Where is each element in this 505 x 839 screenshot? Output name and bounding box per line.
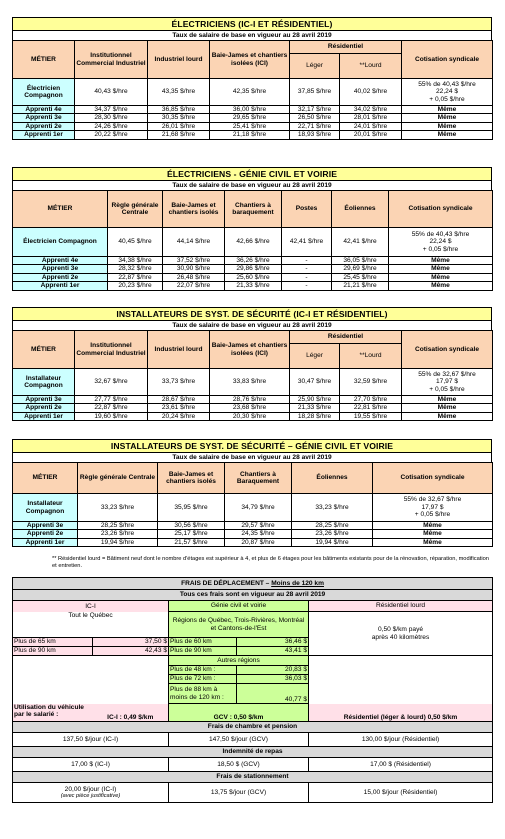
col-residentiel: Résidentiel: [290, 41, 402, 54]
cell: Même: [389, 273, 493, 281]
col-chantiers-baraquement: Chantiers à baraquement: [225, 191, 282, 228]
cell: Même: [402, 106, 493, 114]
cot-line: 22,24 $: [429, 238, 452, 246]
cell: -: [282, 257, 332, 265]
cell: 25,60 $/hre: [225, 273, 282, 281]
col-metier: MÉTIER: [13, 41, 75, 79]
cell: 33,23 $/hre: [78, 494, 158, 522]
cell: 34,79 $/hre: [225, 494, 292, 522]
col-ici: IC-I: [13, 601, 169, 612]
cell: -: [282, 282, 332, 290]
cell: 20,30 $/hre: [210, 412, 290, 420]
cell: 20,87 $/hre: [225, 538, 292, 546]
cell: 37,52 $/hre: [163, 257, 225, 265]
cell: 30,56 $/hre: [158, 522, 225, 530]
table-row: [13, 538, 493, 546]
cot-line: 55% de 32,67 $/hre: [418, 370, 476, 378]
col-cotisation: Cotisation syndicale: [402, 41, 493, 79]
row-label: Apprenti 2e: [13, 273, 108, 281]
frais-title-text: FRAIS DE DÉPLACEMENT –: [181, 579, 272, 587]
row-label: Installateur Compagnon: [13, 494, 78, 522]
chambre-ici: 137,50 $/jour (IC-I): [13, 733, 169, 747]
chambre-gcv: 147,50 $/jour (GCV): [169, 733, 309, 747]
cell: 22,07 $/hre: [163, 282, 225, 290]
vehicule-gcv: GCV : 0,50 $/km: [169, 704, 309, 722]
cell: 26,01 $/hre: [148, 122, 210, 130]
frais-title-distance: Moins de 120 km: [271, 579, 324, 587]
cell: 23,61 $/hre: [148, 404, 210, 412]
cell: 30,35 $/hre: [148, 114, 210, 122]
stationnement-ici: [13, 783, 169, 803]
gcv-km-label: Plus de 60 km: [169, 638, 237, 647]
cell: 34,38 $/hre: [108, 257, 163, 265]
row-label: Apprenti 3e: [13, 522, 78, 530]
repas-title: Indemnité de repas: [13, 747, 493, 758]
table-subtitle: Taux de salaire de base en vigueur au 28 avril 2019: [12, 321, 492, 330]
col-metier: MÉTIER: [13, 463, 78, 494]
gcv-km-value: 43,41 $: [237, 647, 309, 656]
cell: 25,45 $/hre: [332, 273, 389, 281]
cot-line: + 0,05 $/hre: [414, 511, 451, 519]
cell: 20,22 $/hre: [75, 131, 148, 139]
gcv-autres-label: Plus de 72 km :: [169, 675, 237, 684]
cell: Même: [402, 396, 493, 404]
cell: 29,65 $/hre: [210, 114, 290, 122]
cotisation-cell: [373, 494, 493, 522]
vehicule-ici: IC-I : 0,49 $/km: [93, 704, 169, 722]
col-eoliennes: Éoliennes: [332, 191, 389, 228]
gcv-autres-value: 36,03 $: [237, 675, 309, 684]
col-gcv: Génie civil et voirie: [169, 601, 309, 612]
cell: 40,43 $/hre: [75, 79, 148, 106]
cell: 25,17 $/hre: [158, 530, 225, 538]
gcv-autres-regions: Autres régions: [169, 656, 309, 666]
ici-km-label: Plus de 90 km: [13, 647, 93, 656]
cell: 42,66 $/hre: [225, 228, 282, 257]
col-lourd: **Lourd: [340, 54, 402, 79]
table-installateurs-gcv: [12, 439, 492, 547]
ici-km-label: Plus de 65 km: [13, 638, 93, 647]
cell: 21,33 $/hre: [290, 404, 340, 412]
residentiel-kilometrage: [309, 612, 493, 656]
cot-line: + 0,05 $/hre: [422, 245, 459, 253]
cell: 25,90 $/hre: [290, 396, 340, 404]
row-label: Apprenti 1er: [13, 538, 78, 546]
res-text: 0,50 $/km payé: [377, 626, 424, 634]
cell: Même: [402, 122, 493, 130]
res-empty: [309, 656, 493, 704]
cell: -: [282, 265, 332, 273]
table-subtitle: Taux de salaire de base en vigueur au 28 avril 2019: [12, 453, 492, 462]
cot-line: 55% de 32,67 $/hre: [403, 496, 462, 504]
table-title: INSTALLATEURS DE SYST. DE SÉCURITÉ (IC-I ET RÉSIDENTIEL): [12, 307, 492, 321]
cot-line: 17,97 $: [421, 503, 444, 511]
footnote: ** Résidentiel lourd = Bâtiment neuf dont le nombre d'étages est supérieur à 4, et plus de 6 étages pour les bâtiments existants pour de la rénovation, réparation, modification et entretien.: [52, 556, 489, 569]
cell: 24,35 $/hre: [225, 530, 292, 538]
col-cotisation: Cotisation syndicale: [373, 463, 493, 494]
table-row: [13, 257, 493, 265]
cot-line: + 0,05 $/hre: [429, 95, 465, 103]
col-leger: Léger: [290, 54, 340, 79]
gcv-region: Régions de Québec, Trois-Rivières, Montréal et Cantons-de-l'Est: [169, 612, 309, 638]
cell: 26,50 $/hre: [290, 114, 340, 122]
cell: 36,26 $/hre: [225, 257, 282, 265]
col-postes: Postes: [282, 191, 332, 228]
col-regle-generale: Règle générale Centrale: [78, 463, 158, 494]
table-subtitle: Taux de salaire de base en vigueur au 28 avril 2019: [12, 31, 492, 40]
row-label: Installateur Compagnon: [13, 369, 75, 396]
gcv-autres-value: 40,77 $: [237, 684, 309, 704]
cell: 28,25 $/hre: [292, 522, 373, 530]
row-label: Apprenti 1er: [13, 131, 75, 139]
cell: 33,83 $/hre: [210, 369, 290, 396]
table-title: ÉLECTRICIENS - GÉNIE CIVIL ET VOIRIE: [12, 167, 492, 181]
table-row: [13, 369, 493, 396]
cell: 32,17 $/hre: [290, 106, 340, 114]
cell: 37,85 $/hre: [290, 79, 340, 106]
cell: 27,77 $/hre: [75, 396, 148, 404]
row-label: Apprenti 4e: [13, 106, 75, 114]
col-industriel: Industriel lourd: [148, 41, 210, 79]
gcv-autres-value: 20,83 $: [237, 666, 309, 675]
gcv-autres-label: Plus de 48 km :: [169, 666, 237, 675]
col-eoliennes: Éoliennes: [292, 463, 373, 494]
table-row: [13, 228, 493, 257]
cell: 29,69 $/hre: [332, 265, 389, 273]
cell: 25,41 $/hre: [210, 122, 290, 130]
col-baie-james: Baie-James et chantiers isolés: [163, 191, 225, 228]
cot-line: 55% de 40,43 $/hre: [411, 230, 470, 238]
col-residentiel-lourd: Résidentiel lourd: [309, 601, 493, 612]
cell: 34,37 $/hre: [75, 106, 148, 114]
cell: 22,87 $/hre: [75, 404, 148, 412]
cell: 36,05 $/hre: [332, 257, 389, 265]
repas-residentiel: 17,00 $ (Résidentiel): [309, 758, 493, 772]
cell: 30,90 $/hre: [163, 265, 225, 273]
vehicule-residentiel: Résidentiel (léger & lourd) 0,50 $/km: [309, 704, 493, 722]
station-ici-text: 20,00 $/jour (IC-I): [64, 785, 117, 793]
cell: -: [282, 273, 332, 281]
cell: Même: [389, 257, 493, 265]
cell: 28,25 $/hre: [78, 522, 158, 530]
cell: 22,81 $/hre: [340, 404, 402, 412]
table-row: [13, 404, 493, 412]
stationnement-residentiel: 15,00 $/jour (Résidentiel): [309, 783, 493, 803]
table-title: INSTALLATEURS DE SYST. DE SÉCURITÉ – GÉNIE CIVIL ET VOIRIE: [12, 439, 492, 453]
table-row: [13, 273, 493, 281]
frais-subtitle: Tous ces frais sont en vigueur au 28 avril 2019: [13, 590, 493, 601]
cell: Même: [402, 114, 493, 122]
cell: 28,30 $/hre: [75, 114, 148, 122]
station-ici-note: (avec pièce justificative): [60, 793, 121, 800]
cell: Même: [402, 404, 493, 412]
cell: 44,14 $/hre: [163, 228, 225, 257]
cell: 29,86 $/hre: [225, 265, 282, 273]
cell: Même: [402, 131, 493, 139]
cell: 23,26 $/hre: [292, 530, 373, 538]
cell: Même: [373, 538, 493, 546]
cell: 42,41 $/hre: [282, 228, 332, 257]
cell: 22,71 $/hre: [290, 122, 340, 130]
cot-line: + 0,05 $/hre: [429, 385, 465, 393]
col-ic: Institutionnel Commercial Industriel: [75, 41, 148, 79]
frais-title: [13, 578, 493, 590]
cell: 42,41 $/hre: [332, 228, 389, 257]
vehicule-label: Utilisation du véhicule par le salarié :: [13, 704, 93, 722]
stationnement-gcv: 13,75 $/jour (GCV): [169, 783, 309, 803]
cell: 30,47 $/hre: [290, 369, 340, 396]
row-label: Apprenti 2e: [13, 404, 75, 412]
table-electriciens-gcv: [12, 167, 492, 291]
cell: 32,67 $/hre: [75, 369, 148, 396]
cell: 26,48 $/hre: [163, 273, 225, 281]
cell: 20,01 $/hre: [340, 131, 402, 139]
cell: Même: [389, 265, 493, 273]
col-residentiel: Résidentiel: [290, 331, 402, 344]
cell: Même: [373, 530, 493, 538]
cell: 29,57 $/hre: [225, 522, 292, 530]
cell: 36,85 $/hre: [148, 106, 210, 114]
repas-ici: 17,00 $ (IC-I): [13, 758, 169, 772]
cell: 19,94 $/hre: [292, 538, 373, 546]
cell: 21,57 $/hre: [158, 538, 225, 546]
cell: 27,70 $/hre: [340, 396, 402, 404]
col-regle-generale: Règle générale Centrale: [108, 191, 163, 228]
cell: 43,35 $/hre: [148, 79, 210, 106]
cotisation-cell: [389, 228, 493, 257]
col-lourd: **Lourd: [340, 344, 402, 369]
cot-line: 17,97 $: [436, 378, 458, 386]
table-row: [13, 131, 493, 139]
gcv-autres-label: Plus de 88 km à moins de 120 km :: [169, 684, 237, 704]
cell: 20,23 $/hre: [108, 282, 163, 290]
cell: 21,68 $/hre: [148, 131, 210, 139]
cell: 28,76 $/hre: [210, 396, 290, 404]
cell: 19,94 $/hre: [78, 538, 158, 546]
cotisation-cell: [402, 79, 493, 106]
row-label: Apprenti 1er: [13, 412, 75, 420]
cell: 40,02 $/hre: [340, 79, 402, 106]
row-label: Électricien Compagnon: [13, 228, 108, 257]
res-text: après 40 kilomètres: [371, 633, 430, 641]
table-row: [13, 79, 493, 106]
cell: 23,68 $/hre: [210, 404, 290, 412]
table-installateurs-ici: [12, 307, 492, 421]
ici-empty: [13, 656, 169, 704]
cell: Même: [373, 522, 493, 530]
cell: 20,24 $/hre: [148, 412, 210, 420]
cell: 18,93 $/hre: [290, 131, 340, 139]
ici-region: Tout le Québec: [13, 612, 169, 638]
row-label: Apprenti 3e: [13, 265, 108, 273]
table-row: [13, 114, 493, 122]
cotisation-cell: [402, 369, 493, 396]
gcv-km-label: Plus de 90 km: [169, 647, 237, 656]
cot-line: 22,24 $: [436, 88, 458, 96]
gcv-km-value: 36,46 $: [237, 638, 309, 647]
cell: 35,95 $/hre: [158, 494, 225, 522]
table-row: [13, 494, 493, 522]
row-label: Électricien Compagnon: [13, 79, 75, 106]
row-label: Apprenti 1er: [13, 282, 108, 290]
table-row: [13, 396, 493, 404]
table-row: [13, 412, 493, 420]
cell: 36,00 $/hre: [210, 106, 290, 114]
cell: Même: [402, 412, 493, 420]
table-row: [13, 265, 493, 273]
row-label: Apprenti 3e: [13, 396, 75, 404]
table-title: ÉLECTRICIENS (IC-I ET RÉSIDENTIEL): [12, 17, 492, 31]
table-subtitle: Taux de salaire de base en vigueur au 28 avril 2019: [12, 181, 492, 190]
frais-deplacement-table: [12, 577, 492, 803]
cell: Même: [389, 282, 493, 290]
chambre-residentiel: 130,00 $/jour (Résidentiel): [309, 733, 493, 747]
table-electriciens-ici: [12, 17, 492, 140]
row-label: Apprenti 3e: [13, 114, 75, 122]
cell: 22,87 $/hre: [108, 273, 163, 281]
cell: 33,73 $/hre: [148, 369, 210, 396]
table-row: [13, 282, 493, 290]
cell: 21,21 $/hre: [332, 282, 389, 290]
ici-km-value: 37,50 $: [93, 638, 169, 647]
col-ic: Institutionnel Commercial Industriel: [75, 331, 148, 369]
table-row: [13, 530, 493, 538]
cell: 33,23 $/hre: [292, 494, 373, 522]
cell: 34,02 $/hre: [340, 106, 402, 114]
col-baie-james: Baie-James et chantiers isolés: [158, 463, 225, 494]
repas-gcv: 18,50 $ (GCV): [169, 758, 309, 772]
cell: 23,26 $/hre: [78, 530, 158, 538]
col-cotisation: Cotisation syndicale: [389, 191, 493, 228]
ici-km-value: 42,43 $: [93, 647, 169, 656]
cell: 19,60 $/hre: [75, 412, 148, 420]
cot-line: 55% de 40,43 $/hre: [418, 80, 476, 88]
cell: 32,59 $/hre: [340, 369, 402, 396]
cell: 24,26 $/hre: [75, 122, 148, 130]
col-baie-james: Baie-James et chantiers isolées (ICI): [210, 41, 290, 79]
chambre-title: Frais de chambre et pension: [13, 722, 493, 733]
col-chantiers-baraquement: Chantiers à Baraquement: [225, 463, 292, 494]
table-row: [13, 106, 493, 114]
col-metier: MÉTIER: [13, 331, 75, 369]
stationnement-title: Frais de stationnement: [13, 772, 493, 783]
cell: 21,33 $/hre: [225, 282, 282, 290]
cell: 18,28 $/hre: [290, 412, 340, 420]
cell: 28,67 $/hre: [148, 396, 210, 404]
cell: 28,32 $/hre: [108, 265, 163, 273]
row-label: Apprenti 2e: [13, 122, 75, 130]
col-leger: Léger: [290, 344, 340, 369]
row-label: Apprenti 4e: [13, 257, 108, 265]
table-row: [13, 522, 493, 530]
col-industriel: Industriel lourd: [148, 331, 210, 369]
col-baie-james: Baie-James et chantiers isolées (ICI): [210, 331, 290, 369]
col-cotisation: Cotisation syndicale: [402, 331, 493, 369]
cell: 21,18 $/hre: [210, 131, 290, 139]
table-row: [13, 122, 493, 130]
col-metier: MÉTIER: [13, 191, 108, 228]
cell: 19,55 $/hre: [340, 412, 402, 420]
row-label: Apprenti 2e: [13, 530, 78, 538]
cell: 42,35 $/hre: [210, 79, 290, 106]
cell: 28,01 $/hre: [340, 114, 402, 122]
cell: 24,01 $/hre: [340, 122, 402, 130]
cell: 40,45 $/hre: [108, 228, 163, 257]
